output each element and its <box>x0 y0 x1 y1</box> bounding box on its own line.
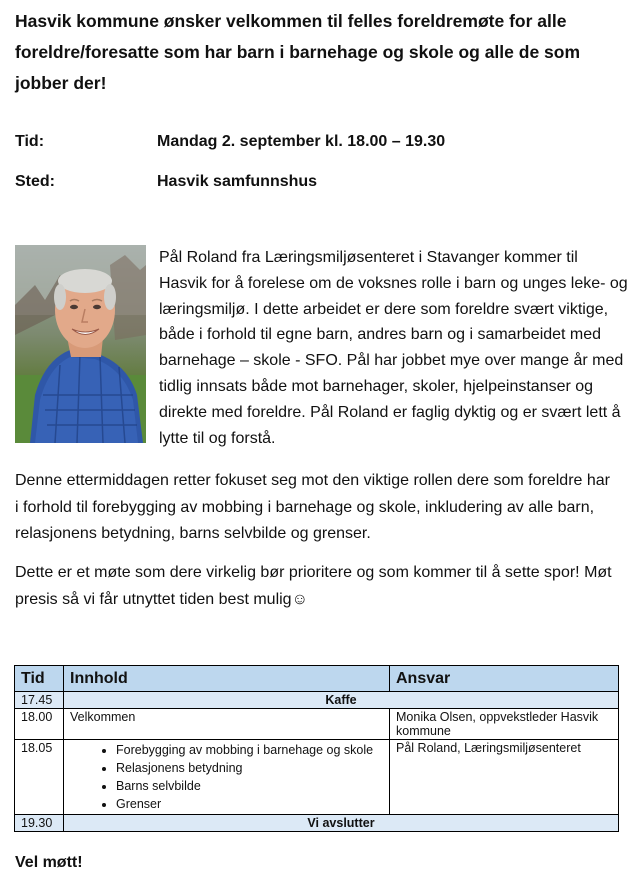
row-time: 18.00 <box>15 709 64 740</box>
header-content: Innhold <box>64 666 390 692</box>
intro-text: Pål Roland fra Læringsmiljøsenteret i Stavanger kommer til Hasvik for å forelese om de voksnes rolle i barn og unges leke- og læringsmiljø. I dette arbeidet er dere som foreldre svært viktige, både i forhold til egne barn, andres barn og i samarbeidet med barnehage – skole - SFO. Pål har jobbet mye over mange år med tidlig innsats både mot barnehager, skoler, hjelpeinstanser og direkte med foreldre. Pål Roland er faglig dyktig og er svært lett å lytte til og forstå. <box>159 249 628 447</box>
time-value: Mandag 2. september kl. 18.00 – 19.30 <box>157 133 446 150</box>
row-responsible: Monika Olsen, oppvekstleder Hasvik kommune <box>390 709 619 740</box>
table-row <box>15 815 619 832</box>
page-heading: Hasvik kommune ønsker velkommen til felles foreldremøte for alle foreldre/foresatte som har barn i barnehage og skole og alle de som jobber der! <box>15 11 581 93</box>
header-responsible: Ansvar <box>390 666 619 692</box>
speaker-portrait-illustration <box>15 245 146 443</box>
row-span-text: Vi avslutter <box>64 815 619 832</box>
topic-item: • Grenser <box>116 795 383 813</box>
row-time: 17.45 <box>15 692 64 709</box>
table-row <box>15 740 619 815</box>
row-span-text: Kaffe <box>64 692 619 709</box>
place-label: Sted: <box>15 173 55 190</box>
topic-item: • Barns selvbilde <box>116 777 383 795</box>
row-time: 18.05 <box>15 740 64 815</box>
header-time: Tid <box>15 666 64 692</box>
row-responsible: Pål Roland, Læringsmiljøsenteret <box>390 740 619 815</box>
table-row <box>15 692 619 709</box>
program-table <box>14 665 619 832</box>
closing-text: Vel møtt! <box>15 854 83 871</box>
place-value: Hasvik samfunnshus <box>157 173 318 190</box>
table-header-row <box>15 666 619 692</box>
priority-paragraph: Dette er et møte som dere virkelig bør prioritere og som kommer til å sette spor! Møt presis så vi får utnyttet tiden best mulig☺ <box>15 564 612 608</box>
topic-item: • Relasjonens betydning <box>116 759 383 777</box>
row-time: 19.30 <box>15 815 64 832</box>
row-content <box>64 740 390 815</box>
focus-paragraph: Denne ettermiddagen retter fokuset seg mot den viktige rollen dere som foreldre har i forhold til forebygging av mobbing i barnehage og skole, inkludering av alle barn, relasjonens betydning, barns selvbilde og grenser. <box>15 472 610 542</box>
speaker-photo <box>15 245 146 443</box>
time-label: Tid: <box>15 133 45 150</box>
topic-list <box>70 741 383 813</box>
row-content: Velkommen <box>64 709 390 740</box>
table-row <box>15 709 619 740</box>
topic-item: • Forebygging av mobbing i barnehage og skole <box>116 741 383 759</box>
